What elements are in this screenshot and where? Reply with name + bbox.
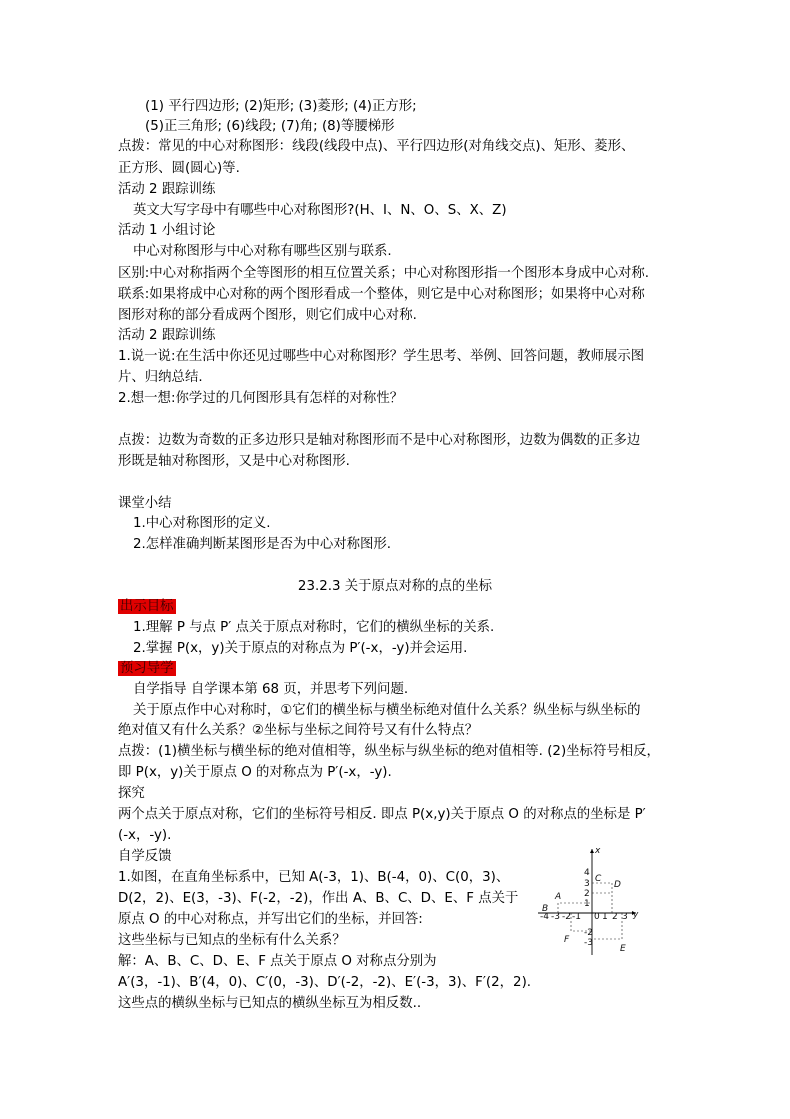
point-label-e: E — [620, 944, 626, 954]
text-line: 这些点的横纵坐标与已知点的横纵坐标互为相反数.. — [118, 996, 422, 1011]
tick-label: 1 — [602, 912, 608, 922]
text-line: 原点 O 的中心对称点，并写出它们的坐标，并回答: — [118, 912, 423, 927]
tick-label: 2 — [584, 889, 590, 899]
text-line: 两个点关于原点对称，它们的坐标符号相反. 即点 P(x,y)关于原点 O 的对称点的坐标是 P′ — [118, 807, 646, 822]
section-tag — [118, 597, 176, 617]
text-line: 1.说一说:在生活中你还见过哪些中心对称图形？学生思考、举例、回答问题，教师展示图 — [118, 349, 645, 364]
text-line: (-x，-y). — [118, 828, 172, 843]
tick-label: 3 — [622, 912, 628, 922]
text-line: 联系:如果将成中心对称的两个图形看成一个整体，则它是中心对称图形；如果将中心对称 — [118, 287, 645, 302]
tick-label: -2 — [584, 928, 593, 938]
arrow-up-icon — [590, 849, 594, 853]
text-line: 活动 2 跟踪训练 — [118, 182, 216, 197]
text-line: A′(3，-1)、B′(4，0)、C′(0，-3)、D′(-2，-2)、E′(-3，3)、F′(2，2). — [118, 975, 532, 990]
tick-label: -1 — [572, 912, 581, 922]
point-label-c: C — [595, 874, 602, 884]
tick-label: 4 — [584, 868, 590, 878]
point-label-d: D — [614, 880, 621, 890]
text-line: 2.怎样准确判断某图形是否为中心对称图形. — [133, 537, 392, 552]
point-label-b: B — [542, 904, 549, 914]
tick-label: 3 — [584, 879, 590, 889]
section-tag — [118, 659, 176, 679]
text-line: 2.掌握 P(x，y)关于原点的对称点为 P′(-x，-y)并会运用. — [133, 641, 468, 656]
text-line: 2.想一想:你学过的几何图形具有怎样的对称性？ — [118, 391, 404, 406]
text-line: (1) 平行四边形; (2)矩形; (3)菱形; (4)正方形; — [145, 99, 417, 114]
text-line: 英文大写字母中有哪些中心对称图形?(H、I、N、O、S、X、Z) — [133, 203, 507, 218]
text-line: 图形对称的部分看成两个图形，则它们成中心对称. — [118, 308, 417, 323]
tick-label: -2 — [562, 912, 571, 922]
section-heading: 课堂小结 — [118, 496, 172, 511]
tick-label: -3 — [551, 912, 560, 922]
point-label-a: A — [555, 892, 562, 902]
text-line: 点拨：常见的中心对称图形：线段(线段中点)、平行四边形(对角线交点)、矩形、菱形、 — [118, 139, 635, 154]
section-heading: 自学反馈 — [118, 849, 172, 864]
heading-tag-objectives: 出示目标 — [120, 599, 174, 614]
axis-label-y: y — [633, 910, 639, 920]
tick-label: 2 — [612, 912, 618, 922]
point-label-f: F — [564, 935, 570, 945]
text-line: 1.如图，在直角坐标系中，已知 A(-3，1)、B(-4，0)、C(0，3)、 — [118, 870, 510, 885]
text-line: 正方形、圆(圆心)等. — [118, 161, 240, 176]
text-line: 绝对值又有什么关系？②坐标与坐标之间符号又有什么特点？ — [118, 723, 479, 738]
text-line: 活动 1 小组讨论 — [118, 223, 216, 238]
tick-label: -4 — [540, 912, 549, 922]
heading-tag-preview: 预习导学 — [120, 661, 174, 676]
text-line: 形既是轴对称图形，又是中心对称图形. — [118, 454, 350, 469]
section-heading: 探究 — [118, 786, 145, 801]
text-line: 1.理解 P 与点 P′ 点关于原点对称时，它们的横纵坐标的关系. — [133, 620, 495, 635]
text-line: 片、归纳总结. — [118, 370, 203, 385]
text-line: D(2，2)、E(3，-3)、F(-2，-2)，作出 A、B、C、D、E、F 点关于 — [118, 891, 519, 906]
text-line: 即 P(x，y)关于原点 O 的对称点为 P′(-x，-y). — [118, 765, 392, 780]
tick-label: -3 — [584, 938, 593, 948]
text-line: 自学指导 自学课本第 68 页，并思考下列问题. — [133, 682, 409, 697]
text-line: 关于原点作中心对称时，①它们的横坐标与横坐标绝对值什么关系？纵坐标与纵坐标的 — [133, 703, 641, 718]
tick-label: 1 — [584, 899, 590, 909]
text-line: 解：A、B、C、D、E、F 点关于原点 O 对称点分别为 — [118, 954, 437, 969]
axis-label-x: x — [595, 846, 601, 856]
text-line: 这些坐标与已知点的坐标有什么关系？ — [118, 933, 346, 948]
text-line: 区别:中心对称指两个全等图形的相互位置关系；中心对称图形指一个图形本身成中心对称. — [118, 266, 649, 281]
text-line: 1.中心对称图形的定义. — [133, 516, 271, 531]
page-section-title: 23.2.3 关于原点对称的点的坐标 — [297, 579, 493, 594]
coordinate-figure — [534, 845, 640, 957]
tick-label: 0 — [594, 912, 600, 922]
text-line: 活动 2 跟踪训练 — [118, 328, 216, 343]
text-line: 点拨：(1)横坐标与横坐标的绝对值相等，纵坐标与纵坐标的绝对值相等. (2)坐标符号相反， — [118, 744, 660, 759]
text-line: 中心对称图形与中心对称有哪些区别与联系. — [133, 244, 392, 259]
text-line: (5)正三角形; (6)线段; (7)角; (8)等腰梯形 — [145, 119, 395, 134]
text-line: 点拨：边数为奇数的正多边形只是轴对称图形而不是中心对称图形，边数为偶数的正多边 — [118, 433, 641, 448]
